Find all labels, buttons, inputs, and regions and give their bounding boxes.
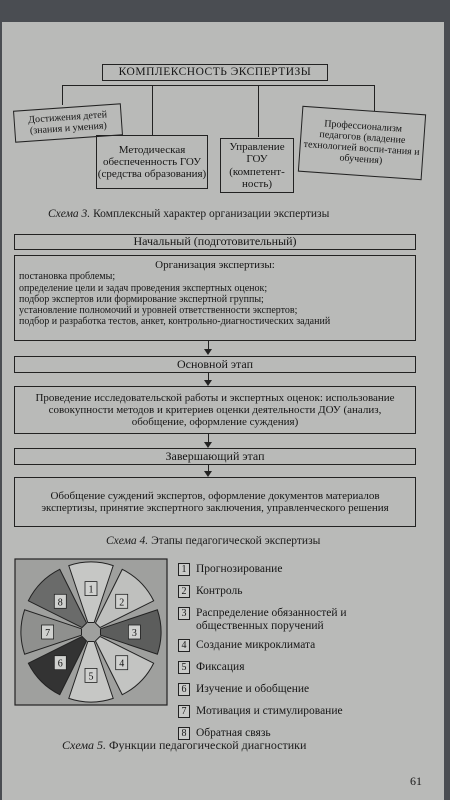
legend-text: Создание микроклимата — [196, 639, 316, 651]
organization-item: подбор и разработка тестов, анкет, контрольно-диагностических заданий — [19, 316, 331, 328]
segment-number-label: 6 — [57, 658, 63, 670]
segment-number-label: 1 — [88, 584, 94, 596]
main-work-box: Проведение исследовательской работы и экспертных оценок: использование совокупности методов и критериев оценки деятельности ДОУ (анализ, обобщение, оформление суждения) — [14, 386, 416, 434]
legend-number: 6 — [178, 683, 190, 696]
book-page — [2, 22, 444, 800]
organization-item: определение цели и задач проведения экспертных оценок; — [19, 282, 268, 294]
legend-number: 3 — [178, 607, 190, 620]
connector-line — [62, 85, 374, 86]
segment-number-label: 7 — [45, 628, 51, 639]
methodical-support-box: Методическая обеспеченность ГОУ (средства образования) — [96, 135, 208, 189]
legend-item-3 — [178, 607, 368, 633]
scheme3-caption: Схема 3. Комплексный характер организации экспертизы — [48, 208, 330, 220]
legend-item-4 — [178, 639, 315, 652]
legend-item-2 — [178, 585, 243, 598]
expertise-complexity-box: КОМПЛЕКСНОСТЬ ЭКСПЕРТИЗЫ — [102, 64, 328, 81]
organization-box — [14, 255, 416, 341]
scheme4-caption: Схема 4. Этапы педагогической экспертизы — [106, 535, 321, 547]
stage-final: Завершающий этап — [14, 448, 416, 465]
connector-line — [62, 85, 63, 105]
stage-initial: Начальный (подготовительный) — [14, 234, 416, 250]
organization-title: Организация экспертизы: — [155, 259, 275, 271]
final-work-box: Обобщение суждений экспертов, оформление документов материалов экспертизы, принятие экспертного заключения, управленческого решения — [14, 477, 416, 527]
scheme5-caption: Схема 5. Функции педагогической диагностики — [62, 738, 307, 752]
page-number: 61 — [410, 774, 422, 788]
legend-item-7 — [178, 705, 343, 718]
segment-number-label: 5 — [88, 671, 94, 683]
legend-item-6 — [178, 683, 309, 696]
organization-item: установление полномочий и уровней ответственности экспертов; — [19, 304, 298, 316]
legend-text: Прогнозирование — [196, 563, 283, 575]
organization-item: подбор экспертов или формирование экспертной группы; — [19, 293, 264, 305]
legend-text: Обратная связь — [196, 727, 271, 739]
connector-line — [258, 85, 259, 137]
legend-number: 4 — [178, 639, 190, 652]
diagnostics-diagram — [14, 558, 168, 706]
organization-item: постановка проблемы; — [19, 271, 116, 283]
legend-text: Изучение и обобщение — [196, 683, 310, 695]
legend-text: Фиксация — [196, 661, 245, 673]
legend-number: 8 — [178, 727, 190, 740]
legend-number: 7 — [178, 705, 190, 718]
segment-number-label: 2 — [119, 597, 125, 609]
children-achievements-box: Достижения детей (знания и умения) — [13, 103, 123, 142]
arrow-down-icon — [204, 349, 212, 355]
legend-number: 5 — [178, 661, 190, 674]
segment-number-label: 3 — [131, 628, 137, 639]
connector-line — [374, 85, 375, 111]
legend-number: 2 — [178, 585, 190, 598]
legend-item-5 — [178, 661, 245, 674]
legend-text: Мотивация и стимулирование — [196, 705, 343, 717]
legend-number: 1 — [178, 563, 190, 576]
legend-text: Распределение обязанностей и общественных поручений — [196, 607, 347, 633]
stage-main: Основной этап — [14, 356, 416, 373]
legend-text: Контроль — [196, 585, 243, 597]
connector-line — [152, 85, 153, 135]
management-box: Управление ГОУ (компетент-ность) — [220, 138, 294, 193]
segment-number-label: 8 — [57, 597, 63, 609]
legend-item-1 — [178, 563, 282, 576]
teachers-professionalism-box: Профессионализм педагогов (владение технологией воспи-тания и обучения) — [298, 106, 426, 180]
segment-number-label: 4 — [119, 658, 125, 670]
